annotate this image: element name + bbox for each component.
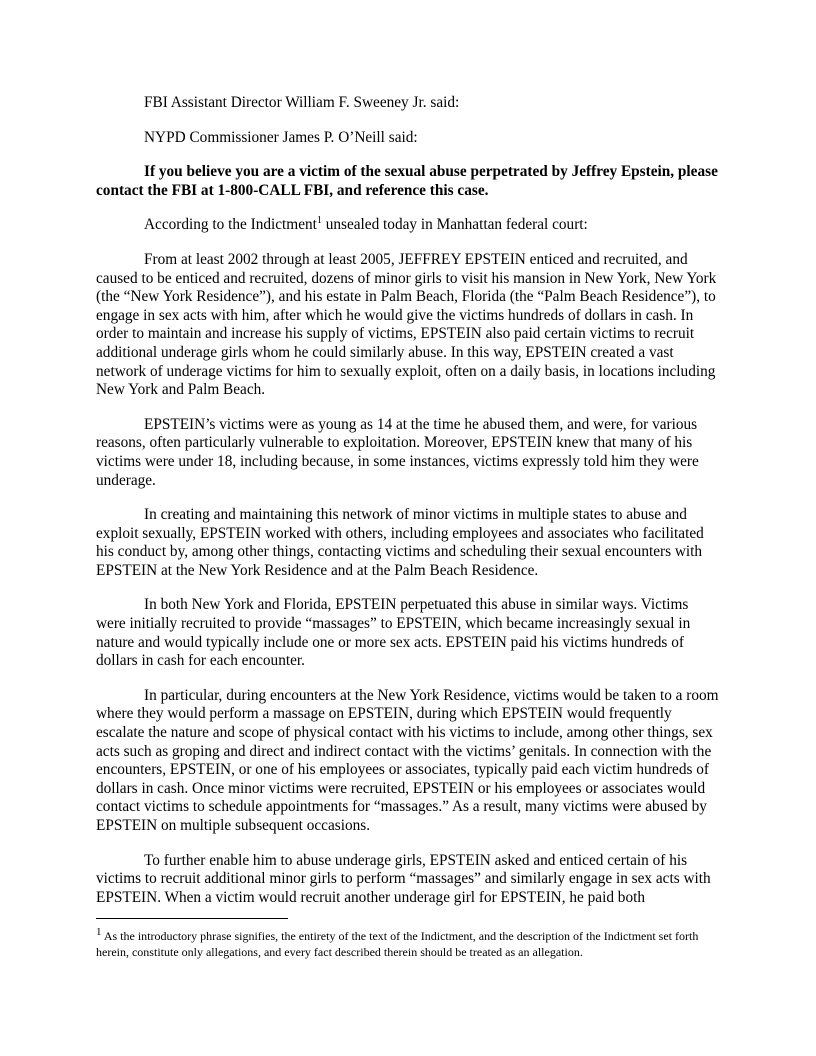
paragraph-network: In creating and maintaining this network of minor victims in multiple states to abuse and exploit sexually, EPSTEIN worked with others, including employees and associates who facilitated his conduct by, among other things, contacting victims and scheduling their sexual encounters with EPSTEIN at the New York Residence and at the Palm Beach Residence. (96, 506, 704, 579)
paragraph-indictment-intro (96, 216, 720, 235)
footnote-text: As the introductory phrase signifies, the entirety of the text of the Indictment, and the description of the Indictment set forth herein, constitute only allegations, and every fact described therein should be treated as an allegation. (96, 929, 699, 959)
paragraph-encounters: In particular, during encounters at the New York Residence, victims would be taken to a room where they would perform a massage on EPSTEIN, during which EPSTEIN would frequently escalate the nature and scope of physical contact with his victims to include, among other things, sex acts such as groping and direct and indirect contact with the victims’ genitals. In connection with the encounters, EPSTEIN, or one of his employees or associates, typically paid each victim hundreds of dollars in cash. Once minor victims were recruited, EPSTEIN or his employees or associates would contact victims to schedule appointments for “massages.” As a result, many victims were abused by EPSTEIN on multiple subsequent occasions. (96, 686, 719, 834)
paragraph-recruit-others: To further enable him to abuse underage girls, EPSTEIN asked and enticed certain of his victims to recruit additional minor girls to perform “massages” and similarly engage in sex acts with EPSTEIN. When a victim would recruit another underage girl for EPSTEIN, he paid both (96, 851, 711, 906)
footnote-divider (96, 918, 288, 919)
paragraph-victims-age: EPSTEIN’s victims were as young as 14 at the time he abused them, and were, for various reasons, often particularly vulnerable to exploitation. Moreover, EPSTEIN knew that many of his victims were under 18, including because, in some instances, victims expressly told him they were underage. (96, 415, 699, 489)
document-body (96, 94, 720, 923)
paragraph-recruitment: From at least 2002 through at least 2005, JEFFREY EPSTEIN enticed and recruited, and caused to be enticed and recruited, dozens of minor girls to visit his mansion in New York, New York (the “New York Residence”), and his estate in Palm Beach, Florida (the “Palm Beach Residence”), to engage in sex acts with him, after which he would give the victims hundreds of dollars in cash. In order to maintain and increase his supply of victims, EPSTEIN also paid certain victims to recruit additional underage girls whom he could similarly abuse. In this way, EPSTEIN created a vast network of underage victims for him to sexually exploit, often on a daily basis, in locations including New York and Palm Beach. (96, 250, 717, 399)
indictment-intro-text: According to the Indictment (144, 216, 317, 234)
paragraph-victim-contact: If you believe you are a victim of the sexual abuse perpetrated by Jeffrey Epstein, please contact the FBI at 1-800-CALL FBI, and reference this case. (96, 163, 718, 199)
footnote-reference: 1 (316, 215, 322, 227)
indictment-intro-text-end: unsealed today in Manhattan federal court: (321, 216, 588, 234)
paragraph-methods: In both New York and Florida, EPSTEIN perpetuated this abuse in similar ways. Victims were initially recruited to provide “massages” to EPSTEIN, which became increasingly sexual in nature and would typically include one or more sex acts. EPSTEIN paid his victims hundreds of dollars in cash for each encounter. (96, 596, 691, 670)
footnote (96, 928, 722, 960)
paragraph-nypd-quote: NYPD Commissioner James P. O’Neill said: (144, 128, 418, 146)
footnote-mark: 1 (96, 926, 102, 938)
paragraph-fbi-quote: FBI Assistant Director William F. Sweeney Jr. said: (144, 94, 460, 111)
